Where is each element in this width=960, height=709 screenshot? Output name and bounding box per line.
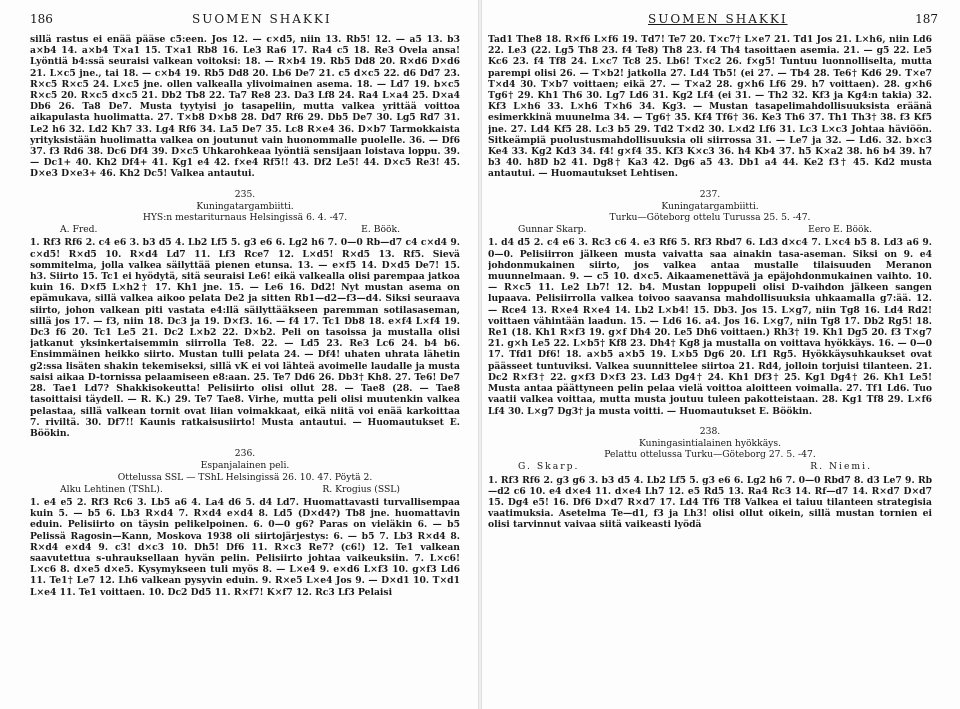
text-column	[488, 34, 932, 704]
game-moves: 1. d4 d5 2. c4 e6 3. Rc3 c6 4. e3 Rf6 5. Rf3 Rbd7 6. Ld3 d×c4 7. L×c4 b5 8. Ld3 a6 9. 0—0. Pelisiirron jälkeen musta vaivatta saa ainakin tasa-aseman. Siksi on 9. e4 johdonmukainen siirto, jos valkea antaa mustalle tilaisuuden Meranon muunnelmaan. 9. — c5 10. d×c5. Aikaamenettävä ja epäjohdonmukainen vaihto. 10. — R×c5 11. Le2 Lb7! 12. b4. Mustan loppupeli olisi D-vaihdon jälkeen sangen lupaava. Pelisiirrolla valkea toivoo saavansa mahdollisuuksia uhkaamalla g7:ää. 12. — Rce4 13. R×e4 R×e4 14. Lb2 L×b4! 15. Db3. Jos 15. L×g7, niin Tg8 16. Ld4 Rd2! voittaen vähintään laadun. 15. — Ld6 16. a4. Jos 16. L×g7, niin Tg8 17. Db2 Rg5! 18. Re1 (18. Kh1 R×f3 19. g×f Dh4 20. Le5 Dh6 voittaen.) Rh3† 19. Kh1 Dg5 20. f3 T×g7 21. g×h Le5 22. L×b5† Kf8 23. Dh4† Kg8 ja mustalla on voittava hyökkäys. 16. — 0—0 17. Tfd1 Df6! 18. a×b5 a×b5 19. L×b5 Dg6 20. Lf1 Rg5. Hyökkäysuhkaukset ovat päässeet tuntuviksi. Valkea suunnittelee siirtoa 21. Rd4, jolloin torjuisi tilanteen. 21. Dc2 R×f3† 22. g×f3 D×f3 23. Ld3 Dg4† 24. Kh1 Df3† 25. Kg1 Dg4† 26. Kh1 Le5! Musta antaa päättyneen pelin pelaa vielä voittoa aloitteen voimalla. 27. Tf1 Ld6. Tuo vaatii valkea voittaa, mutta musta joutuu tuleen pakotteistaan. 28. Kg1 Tf8 29. L×f6 Lf4 30. L×g7 Dg3† ja musta voitti. — Huomautukset E. Böökin.	[488, 237, 932, 417]
game-event: HYS:n mestariturnaus Helsingissä 6. 4. -47.	[142, 212, 348, 224]
game-number: 238.	[699, 425, 721, 437]
black-player: E. Böök.	[361, 224, 400, 236]
game-title: Kuningatargambiitti.	[196, 200, 294, 212]
game-event: Pelattu ottelussa Turku—Göteborg 27. 5. -47.	[604, 449, 816, 461]
game-event: Ottelussa SSL — TShL Helsingissä 26. 10. 47. Pöytä 2.	[117, 471, 373, 483]
white-player: A. Fred.	[60, 224, 98, 236]
page-number: 187	[915, 12, 938, 26]
game-title: Kuningasintialainen hyökkäys.	[638, 437, 781, 449]
black-player: R. Krogius (SSL)	[322, 483, 400, 495]
left-page	[0, 0, 478, 709]
white-player: Gunnar Skarp.	[518, 224, 587, 236]
players	[488, 461, 932, 472]
white-player: Alku Lehtinen (TShL).	[60, 483, 163, 495]
game-commentary: Tad1 The8 18. R×f6 L×f6 19. Td7! Te7 20. T×c7† L×e7 21. Td1 Jos 21. L×h6, niin Ld6 22. Le3 (22. Lg5 Th8 23. f4 Te8) Th8 23. f4 Th4 tasoittaen asemia. 21. — g5 22. Le5 Kc6 23. f4 Tf8 24. L×c7 Tc8 25. Lb6! T×c2 26. f×g5! Tuntuu luonnolliselta, mutta parempi olisi 26. — T×b2! jatkolla 27. Ld4 Tb5! (ei 27. — Tb4 28. Te6† Kd6 29. T×e7 T×d4 30. T×b7 voittaen; eikä 27. — T×a2 28. g×h6 Lf6 29. h7 voittaen). 28. g×h6 Tg6† 29. Kh1 Th6 30. Lg7 Ld6 31. Kg2 Lf4 (ei 31. — Th2 32. Kf3 ja Kg4:n takia) 32. Kf3 L×h6 33. L×h6 T×h6 34. Kg3. — Mustan tasapelimahdollisuuksista eräänä esimerkkinä muunelma 34. — Tg6† 35. Kf4 Tf6† 36. Ke3 Th6 37. Th1 Th3† 38. f3 Kf5 jne. 27. Ld4 Kf5 28. Lc3 b5 29. Td2 T×d2 30. L×d2 Lf6 31. Lc3 L×c3 Johtaa häviöön. Sitkeämpiä puolustusmahdollisuuksia oli siirrossa 31. — Le7 ja 32. — Ld6. 32. b×c3 Ke4 33. Kg2 Kd3 34. f4! g×f4 35. Kf3 K×c3 36. h4 Kb4 37. h5 K×a2 38. h6 b4 39. h7 b3 40. h8D b2 41. Dg8† Ka3 42. Dg6 a5 43. Db1 a4 44. Ke2 f3† 45. Kd2 musta antautui. — Huomautukset Lehtisen.	[488, 34, 932, 180]
game-title: Kuningatargambiitti.	[661, 200, 759, 212]
game-number: 236.	[234, 448, 256, 460]
players	[30, 484, 460, 495]
players	[30, 224, 460, 235]
game-moves: 1. e4 e5 2. Rf3 Rc6 3. Lb5 a6 4. La4 d6 5. d4 Ld7. Huomattavasti turvallisempaa kuin 5. — b5 6. Lb3 R×d4 7. R×d4 e×d4 8. Ld5 (D×d4?) Tb8 jne. huomattavin eduin. Pelisiirto on täysin pelikelpoinen. 6. 0—0 g6? Paras on vieläkin 6. — b5 Pelissä Ragosin—Kann, Moskova 1938 oli siirtojärjestys: 6. — b5 7. Lb3 R×d4 8. R×d4 e×d4 9. c3! d×c3 10. Dh5! Df6 11. R×c3 Re7? (c6!) 12. Te1 valkean saavutettua s-uhrauksellaan hyvän pelin. Pelisiirto johtaa vaikeuksiin. 7. L×c6! L×c6 8. d×e5 d×e5. Kysymykseen tuli myös 8. — L×e4 9. e×d6 L×f3 10. g×f3 Ld6 11. Te1† Le7 12. Lh6 valkean pysyvin eduin. 9. R×e5 L×e4 Jos 9. — D×d1 10. T×d1 L×e4 11. Te1 voittaen. 10. Dc2 Dd5 11. R×f7! K×f7 12. Rc3 Lf3 Pelaisi	[30, 496, 460, 598]
game-moves: 1. Rf3 Rf6 2. c4 e6 3. b3 d5 4. Lb2 Lf5 5. g3 e6 6. Lg2 h6 7. 0—0 Rb—d7 c4 c×d4 9. c×d5! R×d5 10. R×d4 Ld7 11. Lf3 Rce7 12. L×d5! R×d5 13. Rf5. Sievä sommitelma, jolla valkea säilyttää pienen etunsa. 13. — e×f5 14. D×d5 De7! 15. h3. Siirto 15. Tc1 ei hyödytä, sitä seuraisi Le6! eikä valkealla olisi parempaa jatkoa kuin 16. D×f5 L×h2† 17. Kh1 jne. 15. — Le6 16. Dd2! Nyt mustan asema on epämukava, sillä valkea aikoo pelata De2 ja sitten Rb1—d2—f3—d4. Siksi seuraava siirto, johon valkean piti vastata e4:llä säilyttääkseen paremman sotilasaseman, sillä jos 17. — f3, niin 18. Dc3 ja 19. D×f3. 16. — f4 17. Tc1 Db8 18. e×f4 L×f4 19. Dc3 f6 20. Tc1 Le5 21. Dc2 L×b2 22. D×b2. Peli on tasoissa ja mustalla olisi jatkanut yksinkertaisemmin siirrolla Te8. 22. — Ld5 23. Re3 Lc6 24. b4 b6. Ensimmäinen heikko siirto. Mustan tulli pelata 24. — Df4! uhaten uhrata lähetin g2:ssa lisäten shakin tekemiseksi, sillä vK ei voi lähteä avoimelle laudalle ja musta saisi aikaa D-tornissa pelaamiseen e8:aan. 25. Te7 Dd6 26. Db3† Kh8. 27. Te6! De7 28. Tae1 Ld7? Shakkisokeutta! Pelisiirto olisi ollut 28. — Tae8 (28. — Tae8 tasoittaisi täydell. — R. K.) 29. Te7 Tae8. Virhe, mutta peli olisi muutenkin valkea pelastaa, sillä valkean tornit ovat liian voimakkaat, eikä niitä voi enää karkoittaa 7. riviltä. 30. Df7!! Kaunis ratkaisusiirto! Musta antautui. — Huomautukset E. Böökin.	[30, 237, 460, 439]
game-number: 235.	[234, 188, 256, 200]
right-page	[482, 0, 960, 709]
text-column	[30, 34, 460, 704]
players	[488, 224, 932, 235]
white-player: G. Skarp.	[518, 461, 580, 473]
game-title: Espanjalainen peli.	[200, 460, 290, 472]
game-moves: 1. Rf3 Rf6 2. g3 g6 3. b3 d5 4. Lb2 Lf5 5. g3 e6 6. Lg2 h6 7. 0—0 Rbd7 8. d3 Le7 9. Rb—d2 c6 10. e4 d×e4 11. d×e4 Lh7 12. e5 Rd5 13. Ra4 Rc3 14. Rf—d7 14. R×d7 D×d7 15. Dg4 e5! 16. Df6 D×d7 R×d7 17. Ld4 Tf6 Tf8 Valkea ei taiuu tilanteen strategisia vaatimuksia. Asetelma Te—d1, f3 ja Lh3! olisi ollut oikein, sillä mustan tornien ei olisi tarvinnut vaivaa siitä vaikeasti lyödä	[488, 474, 932, 531]
game-event: Turku—Göteborg ottelu Turussa 25. 5. -47.	[609, 212, 811, 224]
game-commentary: sillä rastus ei enää pääse c5:een. Jos 12. — c×d5, niin 13. Rb5! 12. — a5 13. b3 a×b4 14. a×b4 T×a1 15. T×a1 Rb8 16. Le3 Ra6 17. Ra4 c5 18. Re3 Ovela ansa! Lyöntiä b4:ssä seuraisi valkean voitoksi: 18. — R×b4 19. Rb5 Dd8 20. R×d6 D×d6 21. L×c5 jne., tai 18. — c×b4 19. Rb5 Dd8 20. Lb6 De7 21. c5 d×c5 22. d6 Dd7 23. R×c5 R×c5 24. L×c5 jne. ollen valkealla ylivoimainen asema. 18. — Ld7 19. b×c5 R×c5 20. R×c5 d×c5 21. Db2 Tb8 22. Ta7 Re8 23. Da3 Lf8 24. Ra4 L×a4 25. D×a4 Db6 26. Ta8 De7. Musta tyytyisi jo tasapeliin, mutta valkea yrittää voittoa aikapulasta huolimatta. 27. T×b8 D×b8 28. Dd7 Rf6 29. Db5 De7 30. Lg5 Rd7 31. Le2 h6 32. Ld2 Kh7 33. Lg4 Rf6 34. La5 De7 35. Lc8 R×e4 36. D×b7 Tarmokkaista yrityksistään huolimatta valkea on joutunut vain huonommalle puolelle. 36. — Df6 37. f3 Rd6 38. Dc6 Df4 39. D×c5 Uhkarohkeaa lyöntiä sensijaan loistava loppu. 39. — Dc1+ 40. Kh2 Df4+ 41. Kg1 e4 42. f×e4 Rf5!! 43. Df2 Le5! 44. D×c5 Re3! 45. D×e3 D×e3+ 46. Kh2 Dc5! Valkea antautui.	[30, 34, 460, 180]
running-title: SUOMEN SHAKKI	[648, 12, 788, 26]
running-title: SUOMEN SHAKKI	[192, 12, 332, 26]
page-number: 186	[30, 12, 53, 26]
game-number: 237.	[699, 188, 721, 200]
black-player: R. Niemi.	[810, 461, 872, 473]
black-player: Eero E. Böök.	[808, 224, 872, 236]
